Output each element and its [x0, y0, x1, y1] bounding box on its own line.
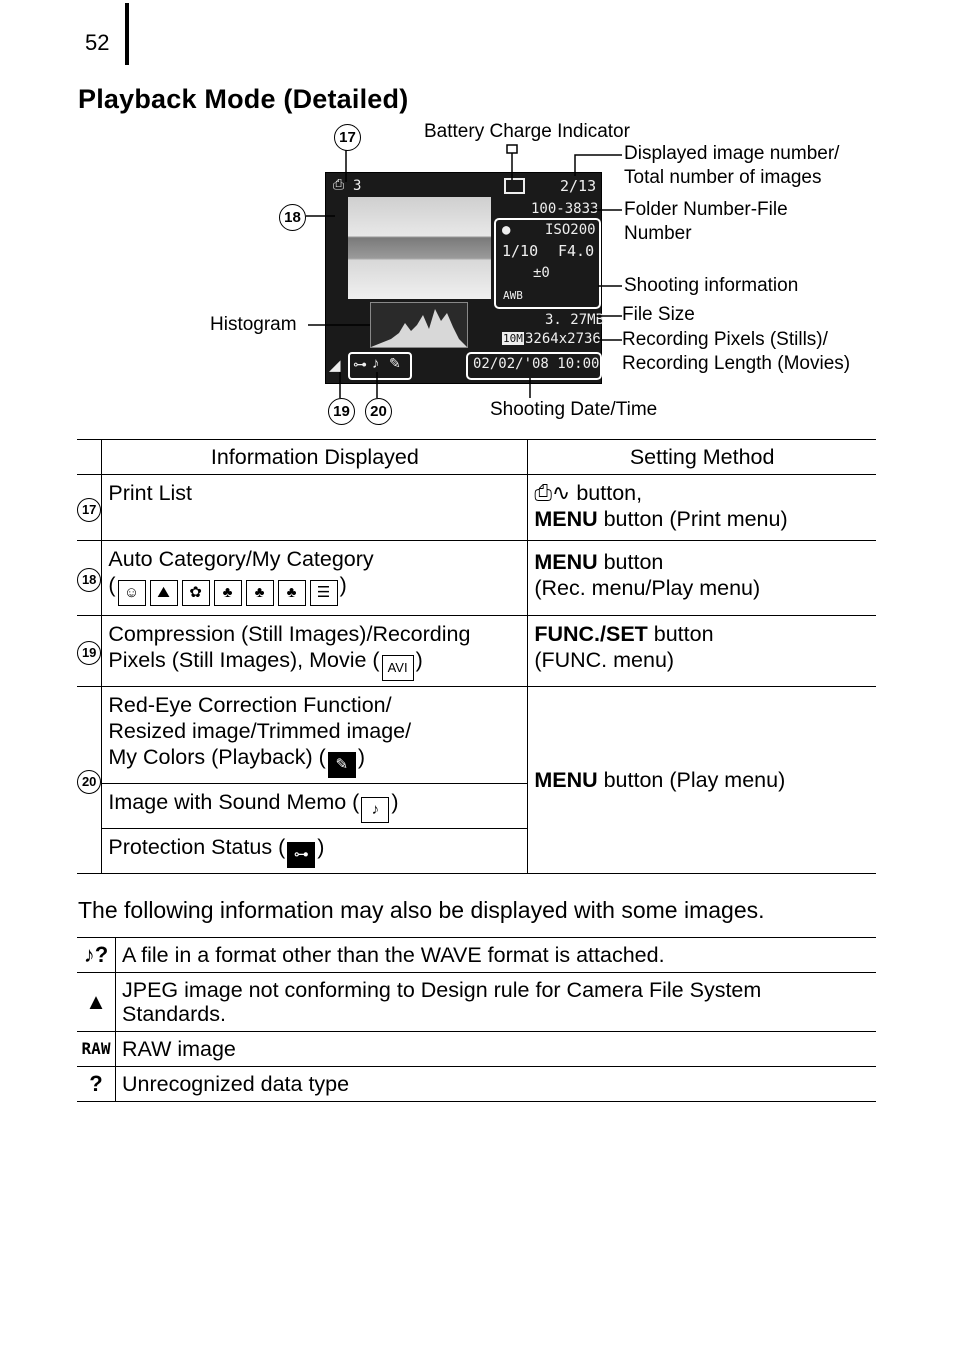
- protect-icon: ⊶: [287, 842, 315, 868]
- row-info-sound: Image with Sound Memo ( ♪ ): [102, 784, 528, 829]
- row-number: 18: [77, 568, 101, 592]
- aperture: F4.0: [558, 242, 595, 260]
- marker-18: 18: [279, 204, 306, 231]
- note-text: The following information may also be displayed with some images.: [78, 897, 765, 923]
- row-method: MENU button (Rec. menu/Play menu): [528, 541, 876, 616]
- callout-folder: Folder Number-File Number: [624, 199, 788, 244]
- row-info-protect: Protection Status ( ⊶ ): [102, 829, 528, 874]
- row-number: 19: [77, 641, 101, 665]
- callout-file-size: File Size: [622, 304, 695, 325]
- shooting-mode-icon: ●: [502, 222, 511, 238]
- category3-icon: ♣: [278, 580, 306, 606]
- info-table: [77, 439, 876, 874]
- unknown-data-icon: ?: [77, 1067, 116, 1102]
- table-row: [77, 687, 876, 784]
- category1-icon: ♣: [214, 580, 242, 606]
- date-time-value: 02/02/'08 10:00: [473, 356, 600, 372]
- sound-memo-icon: ♪: [361, 797, 389, 823]
- print-list-icon: ⎙: [333, 177, 345, 193]
- row-text: JPEG image not conforming to Design rule for Camera File System Standards.: [116, 973, 877, 1032]
- portrait-icon: ☺: [118, 580, 146, 606]
- iso-value: ISO200: [545, 222, 596, 238]
- callout-image-number: Displayed image number/ Total number of images: [624, 143, 840, 188]
- warning-icon: ▲: [77, 973, 116, 1032]
- landscape-icon: ⛰: [150, 580, 178, 606]
- image-number: 2/13: [560, 177, 597, 195]
- table-row: [77, 1032, 876, 1067]
- row-info: Compression (Still Images)/Recording Pixels (Still Images), Movie ( AVI ): [102, 616, 528, 687]
- row-text: RAW image: [116, 1032, 877, 1067]
- table-row: [77, 541, 876, 616]
- my-colors-icon: ✎: [328, 752, 356, 778]
- extra-info-table: [77, 937, 876, 1102]
- table-row: [77, 475, 876, 541]
- compression-icon: ◢: [329, 357, 341, 374]
- table-row: [77, 1067, 876, 1102]
- row-method: ⎙∿ button, MENU button (Print menu): [528, 475, 876, 541]
- resolution-tag: 10M: [503, 332, 523, 345]
- marker-19: 19: [328, 398, 355, 425]
- non-wave-sound-icon: ♪?: [77, 938, 116, 973]
- exposure-compensation: ±0: [533, 265, 550, 281]
- avi-movie-icon: AVI: [382, 655, 414, 681]
- protect-icon: ⊶: [353, 356, 367, 372]
- row-number: 17: [77, 498, 101, 522]
- my-colors-icon: ✎: [389, 355, 401, 371]
- recording-pixels-value: 3264x2736: [525, 331, 601, 347]
- white-balance: AWB: [503, 289, 523, 302]
- header-info: Information Displayed: [102, 440, 528, 475]
- row-number: 20: [77, 770, 101, 794]
- marker-17: 17: [334, 124, 361, 151]
- header-method: Setting Method: [528, 440, 876, 475]
- print-share-icon: ⎙∿: [534, 480, 571, 505]
- table-row: [77, 973, 876, 1032]
- marker-20: 20: [365, 398, 392, 425]
- row-info: Print List: [102, 475, 528, 541]
- row-text: Unrecognized data type: [116, 1067, 877, 1102]
- row-info: Red-Eye Correction Function/ Resized image/Trimmed image/ My Colors (Playback) ( ✎ ): [102, 687, 528, 784]
- callout-date-time: Shooting Date/Time: [490, 399, 658, 420]
- page-number: 52: [85, 30, 110, 55]
- category2-icon: ♣: [246, 580, 274, 606]
- folder-file-number: 100-3833: [531, 201, 599, 217]
- file-size-value: 3. 27MB: [545, 312, 605, 328]
- callout-shooting-info: Shooting information: [624, 275, 799, 296]
- row-text: A file in a format other than the WAVE format is attached.: [116, 938, 877, 973]
- row-info: Auto Category/My Category ( ☺ ⛰ ✿ ♣ ♣ ♣ ☰ ): [102, 541, 528, 616]
- table-row: [77, 616, 876, 687]
- table-row: [77, 938, 876, 973]
- print-count: 3: [353, 178, 362, 194]
- callout-battery: Battery Charge Indicator: [424, 121, 630, 142]
- page-title: Playback Mode (Detailed): [78, 84, 409, 114]
- shutter-speed: 1/10: [502, 242, 539, 260]
- sound-memo-icon: ♪: [372, 355, 380, 372]
- to-do-icon: ☰: [310, 580, 338, 606]
- row-method: FUNC./SET button (FUNC. menu): [528, 616, 876, 687]
- callout-histogram: Histogram: [210, 314, 297, 335]
- row-method: MENU button (Play menu): [528, 687, 876, 874]
- callout-recording-pixels: Recording Pixels (Stills)/ Recording Length (Movies): [622, 329, 851, 374]
- event-icon: ✿: [182, 580, 210, 606]
- raw-icon: RAW: [77, 1032, 116, 1067]
- table-header-row: [77, 440, 876, 475]
